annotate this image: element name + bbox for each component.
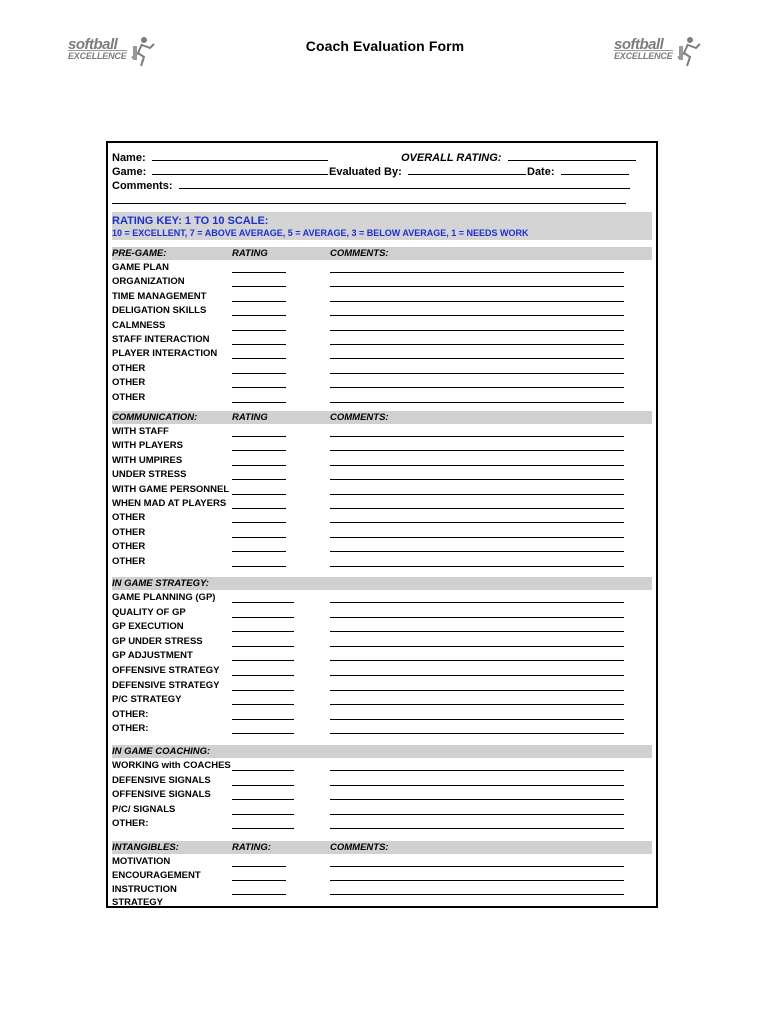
evaluation-row — [112, 693, 652, 707]
evaluation-row — [112, 883, 652, 897]
date-field[interactable] — [561, 164, 629, 175]
criterion-label: OTHER — [112, 377, 146, 389]
comment-field[interactable] — [330, 436, 624, 437]
evaluation-row — [112, 347, 652, 361]
rating-field[interactable] — [232, 494, 286, 495]
rating-field[interactable] — [232, 566, 286, 567]
comment-field[interactable] — [330, 286, 624, 287]
criterion-label: PLAYER INTERACTION — [112, 348, 218, 360]
runner-icon — [128, 36, 158, 68]
rating-field[interactable] — [232, 551, 286, 552]
rating-column-header: RATING: — [232, 842, 271, 853]
rating-field[interactable] — [232, 330, 286, 331]
comment-field[interactable] — [330, 301, 624, 302]
logo-subtext: EXCELLENCE — [614, 51, 673, 61]
evaluation-row — [112, 722, 652, 736]
rating-field[interactable] — [232, 373, 286, 374]
logo-text: softball — [68, 36, 118, 53]
comment-field[interactable] — [330, 522, 624, 523]
game-field[interactable] — [152, 164, 328, 175]
evaluation-row — [112, 620, 652, 634]
criterion-label: UNDER STRESS — [112, 469, 187, 481]
rating-field[interactable] — [232, 402, 286, 403]
criterion-label: OTHER: — [112, 723, 149, 735]
comment-field[interactable] — [330, 387, 624, 388]
rating-field[interactable] — [232, 602, 294, 603]
page-title: Coach Evaluation Form — [305, 38, 465, 54]
section-header — [112, 841, 652, 854]
name-row — [112, 150, 328, 164]
evaluation-row — [112, 803, 652, 817]
comment-field[interactable] — [330, 828, 624, 829]
rating-field[interactable] — [232, 344, 286, 345]
overall-rating-field[interactable] — [508, 150, 636, 161]
comment-field[interactable] — [330, 479, 624, 480]
comment-field[interactable] — [330, 537, 624, 538]
criterion-label: OTHER — [112, 362, 146, 374]
evaluation-row — [112, 376, 652, 390]
comment-field[interactable] — [330, 704, 624, 705]
comment-field[interactable] — [330, 344, 624, 345]
rating-field[interactable] — [232, 465, 286, 466]
evaluation-row — [112, 333, 652, 347]
comment-field[interactable] — [330, 719, 624, 720]
evaluation-row — [112, 468, 652, 482]
rating-field[interactable] — [232, 719, 294, 720]
comment-field[interactable] — [330, 494, 624, 495]
comment-field[interactable] — [330, 358, 624, 359]
comment-field[interactable] — [330, 450, 624, 451]
rating-field[interactable] — [232, 358, 286, 359]
rating-field[interactable] — [232, 799, 294, 800]
evaluation-row — [112, 362, 652, 376]
comment-field[interactable] — [330, 465, 624, 466]
criterion-label: GAME PLANNING (GP) — [112, 592, 216, 603]
criterion-label: OTHER — [112, 526, 146, 538]
evaluation-row — [112, 759, 652, 773]
rating-field[interactable] — [232, 479, 286, 480]
criterion-label: TIME MANAGEMENT — [112, 290, 207, 302]
softball-logo-right — [614, 36, 706, 70]
evaluation-row — [112, 708, 652, 722]
criterion-label: DEFENSIVE STRATEGY — [112, 679, 220, 691]
rating-field[interactable] — [232, 387, 286, 388]
evaluation-row — [112, 606, 652, 620]
comments-column-header: COMMENTS: — [330, 248, 389, 259]
comment-field[interactable] — [330, 814, 624, 815]
rating-field[interactable] — [232, 436, 286, 437]
criterion-label: OTHER — [112, 541, 146, 553]
rating-field[interactable] — [232, 537, 286, 538]
section-header — [112, 411, 652, 424]
section-header — [112, 247, 652, 260]
comments-field[interactable] — [179, 178, 630, 189]
comment-field[interactable] — [330, 330, 624, 331]
rating-field[interactable] — [232, 508, 286, 509]
name-field[interactable] — [152, 150, 328, 161]
criterion-label: OFFENSIVE SIGNALS — [112, 789, 211, 801]
comment-field[interactable] — [330, 675, 624, 676]
criterion-label: P/C/ SIGNALS — [112, 803, 176, 815]
evaluation-row — [112, 454, 652, 468]
rating-field[interactable] — [232, 785, 294, 786]
game-row — [112, 164, 328, 178]
evaluation-row — [112, 855, 652, 869]
comment-field[interactable] — [330, 617, 624, 618]
section-title: INTANGIBLES: — [112, 842, 179, 853]
rating-column-header: RATING — [232, 412, 268, 423]
rating-field[interactable] — [232, 522, 286, 523]
comment-field[interactable] — [330, 373, 624, 374]
rating-key — [112, 212, 652, 240]
rating-field[interactable] — [232, 272, 286, 273]
criterion-label: OTHER — [112, 512, 146, 524]
criterion-label: WITH GAME PERSONNEL — [112, 483, 230, 495]
criterion-label: CALMNESS — [112, 319, 166, 331]
criterion-label: WHEN MAD AT PLAYERS — [112, 498, 227, 509]
comment-field[interactable] — [330, 660, 624, 661]
criterion-label: OTHER — [112, 555, 146, 567]
rating-field[interactable] — [232, 690, 294, 691]
rating-column-header: RATING — [232, 248, 268, 259]
comment-field[interactable] — [330, 785, 624, 786]
rating-field[interactable] — [232, 814, 294, 815]
criterion-label: WITH STAFF — [112, 426, 169, 437]
overall-rating-row — [401, 150, 636, 164]
evaluation-row — [112, 425, 652, 439]
comment-field[interactable] — [330, 402, 624, 403]
comment-field[interactable] — [330, 315, 624, 316]
rating-field[interactable] — [232, 770, 294, 771]
criterion-label: STAFF INTERACTION — [112, 334, 210, 345]
comment-field[interactable] — [330, 551, 624, 552]
criterion-label: INSTRUCTION — [112, 883, 177, 895]
criterion-label: OTHER: — [112, 708, 149, 720]
comment-field[interactable] — [330, 880, 624, 881]
criterion-label: OTHER — [112, 391, 146, 403]
rating-key-title: RATING KEY: 1 TO 10 SCALE: — [112, 215, 269, 227]
comments-label: Comments: — [112, 180, 173, 192]
game-label: Game: — [112, 166, 147, 178]
evaluation-row — [112, 261, 652, 275]
evaluation-row — [112, 483, 652, 497]
section-title: IN GAME STRATEGY: — [112, 578, 209, 589]
evaluation-form — [106, 141, 658, 908]
rating-field[interactable] — [232, 866, 286, 867]
criterion-label: OTHER: — [112, 818, 149, 830]
overall-rating-label: OVERALL RATING: — [401, 152, 502, 164]
evaluation-row — [112, 511, 652, 525]
logo-subtext: EXCELLENCE — [68, 51, 127, 61]
evaluation-row — [112, 304, 652, 318]
evaluation-row — [112, 774, 652, 788]
evaluated-by-row — [329, 164, 526, 178]
comments-field-continued[interactable] — [112, 203, 626, 204]
rating-field[interactable] — [232, 617, 294, 618]
criterion-label: GAME PLAN — [112, 262, 169, 273]
evaluated-by-label: Evaluated By: — [329, 166, 402, 178]
comment-field[interactable] — [330, 631, 624, 632]
criterion-label: OFFENSIVE STRATEGY — [112, 665, 220, 676]
evaluation-row — [112, 664, 652, 678]
evaluation-row — [112, 290, 652, 304]
criterion-label: WITH PLAYERS — [112, 440, 183, 452]
rating-field[interactable] — [232, 675, 294, 676]
section-header — [112, 577, 652, 590]
runner-icon — [674, 36, 704, 68]
comment-field[interactable] — [330, 866, 624, 867]
criterion-label: GP EXECUTION — [112, 621, 184, 633]
evaluated-by-field[interactable] — [408, 164, 526, 175]
comment-field[interactable] — [330, 566, 624, 567]
softball-logo-left — [68, 36, 160, 70]
evaluation-row — [112, 497, 652, 511]
evaluation-row — [112, 817, 652, 831]
rating-field[interactable] — [232, 704, 294, 705]
evaluation-row — [112, 649, 652, 663]
rating-field[interactable] — [232, 286, 286, 287]
rating-field[interactable] — [232, 450, 286, 451]
comment-field[interactable] — [330, 907, 624, 908]
comment-field[interactable] — [330, 602, 624, 603]
criterion-label: GP UNDER STRESS — [112, 635, 203, 647]
rating-field[interactable] — [232, 646, 294, 647]
rating-field[interactable] — [232, 631, 294, 632]
criterion-label: ENCOURAGEMENT — [112, 869, 201, 881]
evaluation-row — [112, 540, 652, 554]
comment-field[interactable] — [330, 770, 624, 771]
comment-field[interactable] — [330, 799, 624, 800]
evaluation-row — [112, 526, 652, 540]
rating-field[interactable] — [232, 660, 294, 661]
criterion-label: GP ADJUSTMENT — [112, 650, 193, 662]
rating-field[interactable] — [232, 315, 286, 316]
evaluation-row — [112, 896, 652, 910]
criterion-label: WITH UMPIRES — [112, 454, 183, 466]
evaluation-row — [112, 869, 652, 883]
comment-field[interactable] — [330, 733, 624, 734]
date-row — [527, 164, 629, 178]
logo-text: softball — [614, 36, 664, 53]
criterion-label: QUALITY OF GP — [112, 606, 186, 618]
evaluation-row — [112, 439, 652, 453]
criterion-label: MOTIVATION — [112, 856, 171, 867]
rating-field[interactable] — [232, 301, 286, 302]
comment-field[interactable] — [330, 894, 624, 895]
evaluation-row — [112, 788, 652, 802]
evaluation-row — [112, 679, 652, 693]
criterion-label: DELIGATION SKILLS — [112, 305, 207, 317]
comment-field[interactable] — [330, 272, 624, 273]
evaluation-row — [112, 591, 652, 605]
criterion-label: WORKING with COACHES — [112, 760, 231, 771]
comment-field[interactable] — [330, 508, 624, 509]
section-title: COMMUNICATION: — [112, 412, 198, 423]
evaluation-row — [112, 275, 652, 289]
evaluation-row — [112, 391, 652, 405]
section-header — [112, 745, 652, 758]
rating-field[interactable] — [232, 894, 286, 895]
criterion-label: ORGANIZATION — [112, 276, 185, 288]
criterion-label: P/C STRATEGY — [112, 694, 182, 706]
criterion-label: STRATEGY — [112, 897, 164, 909]
rating-key-text: 10 = EXCELLENT, 7 = ABOVE AVERAGE, 5 = AVERAGE, 3 = BELOW AVERAGE, 1 = NEEDS WORK — [112, 228, 529, 238]
rating-field[interactable] — [232, 880, 286, 881]
evaluation-row — [112, 635, 652, 649]
comments-column-header: COMMENTS: — [330, 842, 389, 853]
comment-field[interactable] — [330, 646, 624, 647]
rating-field[interactable] — [232, 828, 294, 829]
date-label: Date: — [527, 166, 555, 178]
comment-field[interactable] — [330, 690, 624, 691]
name-label: Name: — [112, 152, 146, 164]
rating-field[interactable] — [232, 733, 294, 734]
section-title: IN GAME COACHING: — [112, 746, 211, 757]
evaluation-row — [112, 555, 652, 569]
evaluation-row — [112, 319, 652, 333]
comments-row — [112, 178, 630, 192]
criterion-label: DEFENSIVE SIGNALS — [112, 774, 211, 786]
rating-field[interactable] — [232, 907, 286, 908]
section-title: PRE-GAME: — [112, 248, 167, 259]
comments-column-header: COMMENTS: — [330, 412, 389, 423]
